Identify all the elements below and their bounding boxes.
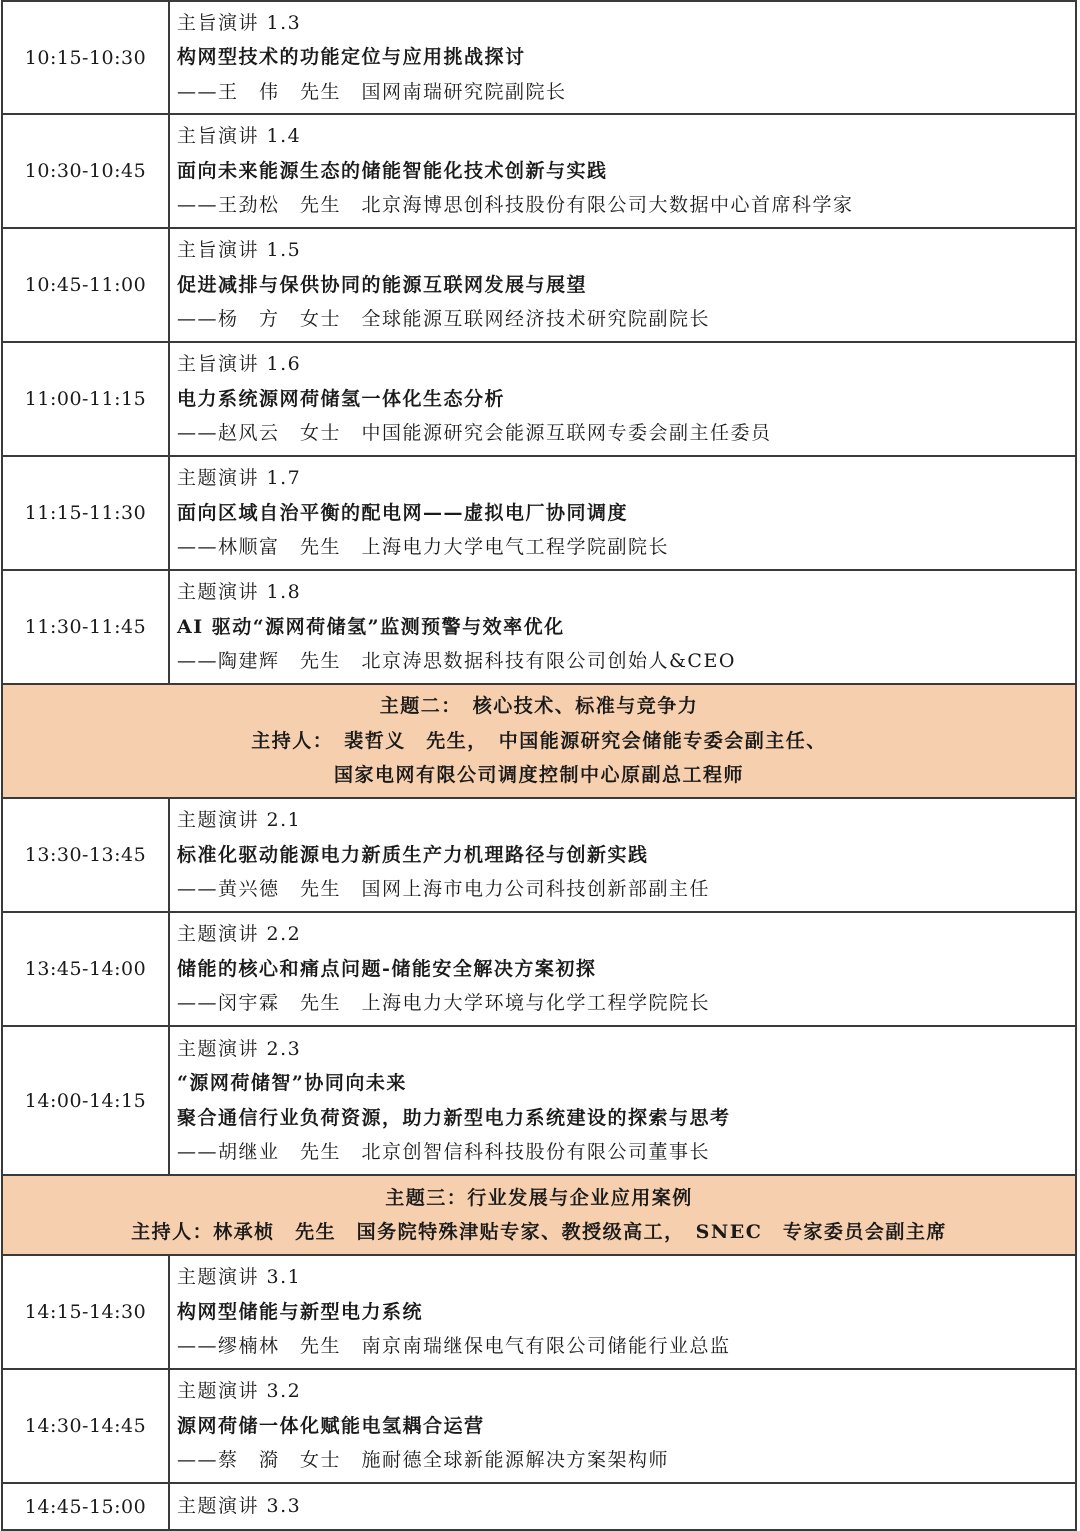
session-speaker: ——赵风云 女士 中国能源研究会能源互联网专委会副主任委员 — [177, 422, 772, 445]
theme-header-line: 主持人：林承桢 先生 国务院特殊津贴专家、教授级高工， SNEC 专家委员会副主席 — [131, 1221, 947, 1243]
session-time: 14:45-15:00 — [3, 1484, 170, 1529]
session-row — [1, 1256, 1077, 1370]
session-time: 14:30-14:45 — [3, 1370, 170, 1482]
agenda-table — [1, 0, 1077, 1531]
session-time: 11:30-11:45 — [3, 571, 170, 683]
session-time: 11:00-11:15 — [3, 343, 170, 455]
session-details — [170, 913, 1075, 1025]
session-row — [1, 1484, 1077, 1531]
session-time: 10:45-11:00 — [3, 229, 170, 341]
session-time: 13:30-13:45 — [3, 799, 170, 911]
session-details — [170, 115, 1075, 227]
session-time: 13:45-14:00 — [3, 913, 170, 1025]
session-label: 主题演讲 2.1 — [177, 809, 302, 832]
session-time: 11:15-11:30 — [3, 457, 170, 569]
session-speaker: ——胡继业 先生 北京创智信科科技股份有限公司董事长 — [177, 1141, 711, 1163]
session-speaker: ——闵宇霖 先生 上海电力大学环境与化学工程学院院长 — [177, 992, 711, 1015]
session-row — [1, 1370, 1077, 1484]
session-row — [1, 115, 1077, 229]
session-label: 主题演讲 1.7 — [177, 467, 302, 490]
session-label: 主题演讲 3.1 — [177, 1266, 302, 1289]
session-title: 促进减排与保供协同的能源互联网发展与展望 — [177, 273, 588, 296]
theme-header-row — [1, 1176, 1077, 1256]
session-details — [170, 343, 1075, 455]
theme-header-row — [1, 685, 1077, 799]
session-speaker: ——陶建辉 先生 北京涛思数据科技有限公司创始人&CEO — [177, 650, 736, 673]
session-speaker: ——缪楠林 先生 南京南瑞继保电气有限公司储能行业总监 — [177, 1335, 731, 1358]
session-time: 14:00-14:15 — [3, 1027, 170, 1174]
session-details — [170, 1370, 1075, 1482]
session-time: 10:30-10:45 — [3, 115, 170, 227]
session-row — [1, 343, 1077, 457]
session-title: AI 驱动“源网荷储氢”监测预警与效率优化 — [177, 615, 565, 638]
session-details — [170, 2, 1075, 113]
session-title: 面向未来能源生态的储能智能化技术创新与实践 — [177, 159, 608, 182]
session-row — [1, 799, 1077, 913]
session-label: 主旨演讲 1.3 — [177, 11, 302, 34]
session-details — [170, 229, 1075, 341]
session-row — [1, 571, 1077, 685]
session-title: 面向区域自治平衡的配电网——虚拟电厂协同调度 — [177, 501, 629, 524]
session-speaker: ——蔡 漪 女士 施耐德全球新能源解决方案架构师 — [177, 1449, 670, 1472]
session-details — [170, 1256, 1075, 1368]
session-time: 14:15-14:30 — [3, 1256, 170, 1368]
session-row — [1, 229, 1077, 343]
session-label: 主旨演讲 1.4 — [177, 125, 302, 148]
session-label: 主题演讲 2.2 — [177, 923, 302, 946]
session-title: “源网荷储智”协同向未来 — [177, 1072, 407, 1094]
session-details — [170, 1484, 1075, 1529]
session-title: 构网型技术的功能定位与应用挑战探讨 — [177, 46, 526, 69]
session-row — [1, 1027, 1077, 1176]
session-title: 电力系统源网荷储氢一体化生态分析 — [177, 387, 506, 410]
session-title: 源网荷储一体化赋能电氢耦合运营 — [177, 1414, 485, 1437]
session-details — [170, 799, 1075, 911]
session-row — [1, 913, 1077, 1027]
session-title: 聚合通信行业负荷资源，助力新型电力系统建设的探索与思考 — [177, 1106, 731, 1129]
session-label: 主题演讲 1.8 — [177, 581, 302, 604]
theme-header-line: 主持人： 裴哲义 先生， 中国能源研究会储能专委会副主任、 — [251, 729, 827, 752]
session-label: 主旨演讲 1.5 — [177, 239, 302, 262]
session-label: 主题演讲 2.3 — [177, 1037, 302, 1060]
session-row — [1, 457, 1077, 571]
session-label: 主题演讲 3.2 — [177, 1380, 302, 1403]
theme-header-line: 主题二： 核心技术、标准与竞争力 — [379, 695, 699, 718]
session-title: 储能的核心和痛点问题-储能安全解决方案初探 — [177, 957, 597, 980]
session-speaker: ——王 伟 先生 国网南瑞研究院副院长 — [177, 80, 567, 103]
session-time: 10:15-10:30 — [3, 2, 170, 113]
session-label: 主题演讲 3.3 — [177, 1495, 302, 1518]
theme-header-line: 国家电网有限公司调度控制中心原副总工程师 — [333, 764, 744, 787]
session-details — [170, 571, 1075, 683]
session-speaker: ——王劲松 先生 北京海博思创科技股份有限公司大数据中心首席科学家 — [177, 194, 854, 217]
session-label: 主旨演讲 1.6 — [177, 353, 302, 376]
session-speaker: ——林顺富 先生 上海电力大学电气工程学院副院长 — [177, 536, 670, 559]
session-title: 标准化驱动能源电力新质生产力机理路径与创新实践 — [177, 843, 649, 866]
theme-header-line: 主题三：行业发展与企业应用案例 — [385, 1186, 693, 1209]
session-details — [170, 457, 1075, 569]
session-speaker: ——黄兴德 先生 国网上海市电力公司科技创新部副主任 — [177, 878, 711, 901]
session-speaker: ——杨 方 女士 全球能源互联网经济技术研究院副院长 — [177, 308, 711, 331]
session-details — [170, 1027, 1075, 1174]
session-row — [1, 0, 1077, 115]
session-title: 构网型储能与新型电力系统 — [177, 1300, 424, 1323]
